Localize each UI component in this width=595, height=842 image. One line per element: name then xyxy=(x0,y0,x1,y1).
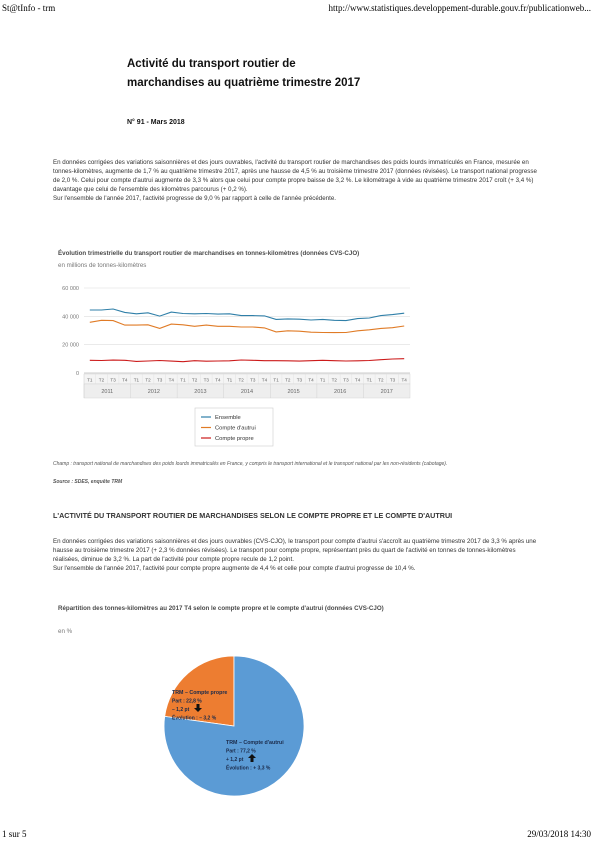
x-tick-label: T1 xyxy=(180,377,186,383)
year-label: 2014 xyxy=(240,389,254,395)
x-tick-label: T2 xyxy=(378,377,384,383)
x-tick-label: T3 xyxy=(110,377,116,383)
chart2-subtitle: en % xyxy=(58,628,73,635)
chart1-subtitle: en millions de tonnes-kilomètres xyxy=(58,262,147,269)
pie-label-line: Évolution : – 3,2 % xyxy=(172,715,217,722)
x-tick-label: T3 xyxy=(343,377,349,383)
x-tick-label: T2 xyxy=(285,377,291,383)
print-header-url: http://www.statistiques.developpement-durable.gouv.fr/publicationweb... xyxy=(328,3,591,13)
x-tick-label: T3 xyxy=(250,377,256,383)
x-tick-label: T2 xyxy=(98,377,105,383)
x-tick-label: T3 xyxy=(156,377,163,383)
x-tick-label: T1 xyxy=(366,377,372,383)
x-tick-label: T3 xyxy=(389,377,396,383)
legend-label: Compte d'autrui xyxy=(215,425,256,432)
x-tick-label: T3 xyxy=(296,377,303,383)
x-tick-label: T1 xyxy=(319,377,326,383)
section2-text-2: Sur l'ensemble de l'année 2017, l'activité pour compte propre augmente de 4,4 % et celle pour compte d'autrui progresse de 10,4 %. xyxy=(53,565,416,572)
pie-label-line: TRM – Compte d'autrui xyxy=(226,740,284,746)
year-label: 2016 xyxy=(334,389,347,395)
pie-label-line: + 1,2 pt xyxy=(226,757,244,763)
x-tick-label: T2 xyxy=(191,377,198,383)
year-label: 2011 xyxy=(101,389,114,395)
x-tick-label: T2 xyxy=(238,377,244,383)
year-label: 2013 xyxy=(194,389,207,395)
y-tick-label: 20 000 xyxy=(62,342,79,349)
year-label: 2017 xyxy=(380,389,393,395)
page-title: Activité du transport routier de marchandises au quatrième trimestre 2017 xyxy=(127,58,361,89)
print-footer-date: 29/03/2018 14:30 xyxy=(527,829,591,839)
chart1-title: Évolution trimestrielle du transport routier de marchandises en tonnes-kilomètres (données CVS-CJO) xyxy=(58,250,360,257)
x-tick-label: T4 xyxy=(215,377,221,383)
y-tick-label: 40 000 xyxy=(62,314,79,321)
pie-label-line: – 1,2 pt xyxy=(172,707,190,713)
chart2-title: Répartition des tonnes-kilomètres au 2017 T4 selon le compte propre et le compte d'autrui (données CVS-CJO) xyxy=(58,605,384,612)
x-tick-label: T1 xyxy=(133,377,140,383)
print-header-title: St@tInfo - trm xyxy=(2,3,56,13)
x-tick-label: T4 xyxy=(401,377,407,383)
section2-text-1: En données corrigées des variations saisonnières et des jours ouvrables (CVS-CJO), le transport pour compte d'autrui s'accroît au quatrième trimestre 2017 de 3,3 % après une hausse au troisième trimestre 2017 (+ 2,3 % données révisées). Le transport pour compte propre, représentant près du quart de l'activité en tonnes de tonnes-kilomètres réalisées, diminue de 3,2 %. La part de l'activité pour compte propre recule de 1,2 point. xyxy=(53,538,537,563)
pie-label-line: Part : 77,2 % xyxy=(226,748,256,755)
x-tick-label: T1 xyxy=(273,377,279,383)
x-tick-label: T4 xyxy=(261,377,268,383)
print-footer-page: 1 sur 5 xyxy=(2,829,27,839)
pie-slices xyxy=(164,656,304,796)
pie-label-line: Évolution : + 3,3 % xyxy=(226,765,271,772)
x-tick-label: T4 xyxy=(308,377,314,383)
year-label: 2012 xyxy=(147,389,160,395)
pie-label-line: TRM – Compte propre xyxy=(172,690,228,696)
intro-text-2: Sur l'ensemble de l'année 2017, l'activité progresse de 9,0 % par rapport à celle de l'année précédente. xyxy=(53,195,336,202)
x-tick-label: T3 xyxy=(203,377,209,383)
intro-text-1: En données corrigées des variations saisonnières et des jours ouvrables, l'activité du transport routier de marchandises des poids lourds immatriculés en France, mesurée en tonnes-kilomètres, augmente de 1,7 % au quatrième trimestre 2017, après une hausse de 4,5 % au troisième trimestre 2017 (données révisées). Le transport national progresse de 2,0 %. Celui pour compte d'autrui augmente de 3,3 % alors que celui pour compte propre baisse de 3,2 %. Le kilométrage à vide au quatrième trimestre 2017 croît (+ 3,4 %) davantage que celui de l'ensemble des kilomètres parcourus (+ 0,2 %). xyxy=(53,159,537,193)
issue-number: N° 91 - Mars 2018 xyxy=(127,119,185,126)
x-tick-label: T1 xyxy=(226,377,233,383)
x-tick-label: T2 xyxy=(145,377,151,383)
legend-label: Ensemble xyxy=(215,415,241,421)
pie-label-line: Part : 22,8 % xyxy=(172,698,202,705)
year-label: 2015 xyxy=(287,389,300,395)
y-tick-label: 0 xyxy=(75,371,79,377)
x-tick-label: T1 xyxy=(87,377,93,383)
x-tick-label: T2 xyxy=(331,377,338,383)
chart1-note: Champ : transport national de marchandises des poids lourds immatriculés en France, y compris le transport international et le transport national par les non-résidents (cabotage). xyxy=(53,461,448,467)
x-tick-label: T4 xyxy=(122,377,128,383)
y-tick-label: 60 000 xyxy=(62,286,79,292)
section2-heading: L'ACTIVITÉ DU TRANSPORT ROUTIER DE MARCHANDISES SELON LE COMPTE PROPRE ET LE COMPTE D'AUTRUI xyxy=(53,511,453,520)
x-tick-label: T4 xyxy=(168,377,175,383)
legend-label: Compte propre xyxy=(215,436,254,442)
x-tick-label: T4 xyxy=(354,377,361,383)
chart1-source: Source : SDES, enquête TRM xyxy=(53,479,123,485)
